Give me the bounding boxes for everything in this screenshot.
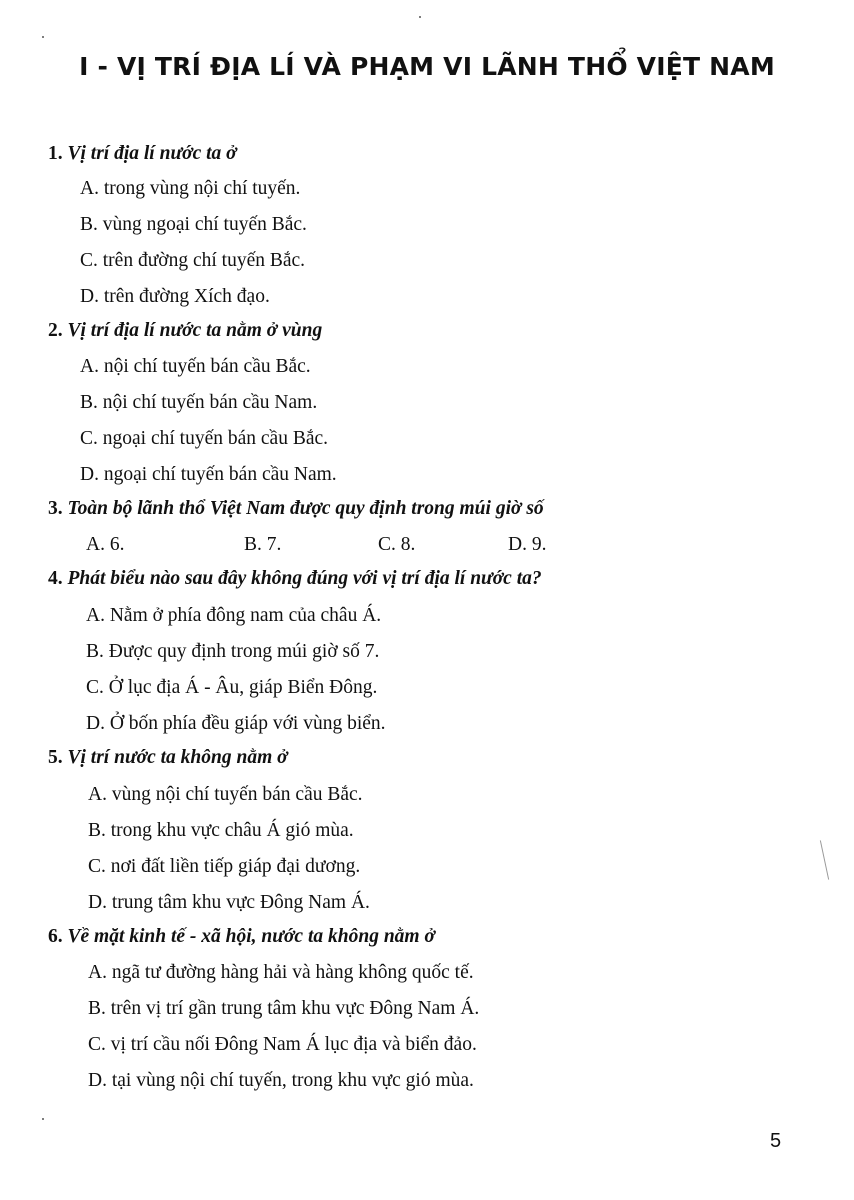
scan-speck	[42, 36, 44, 38]
question-2-option-c: C. ngoại chí tuyến bán cầu Bắc.	[80, 428, 329, 449]
question-number: 3.	[48, 498, 63, 519]
question-5	[48, 747, 288, 769]
scan-mark	[820, 840, 829, 879]
question-5-option-a: A. vùng nội chí tuyến bán cầu Bắc.	[88, 784, 363, 805]
question-text: Vị trí địa lí nước ta ở	[67, 143, 237, 164]
question-1-option-b: B. vùng ngoại chí tuyến Bắc.	[80, 214, 307, 235]
question-1-option-c: C. trên đường chí tuyến Bắc.	[80, 250, 306, 271]
question-number: 6.	[48, 926, 63, 947]
question-1	[48, 143, 237, 165]
question-text: Toàn bộ lãnh thổ Việt Nam được quy định trong múi giờ số	[67, 498, 544, 519]
question-number: 1.	[48, 143, 63, 164]
scan-speck	[42, 1118, 44, 1120]
question-3-option-c: C. 8.	[378, 534, 416, 555]
question-2-option-d: D. ngoại chí tuyến bán cầu Nam.	[80, 464, 337, 485]
question-6-option-d: D. tại vùng nội chí tuyến, trong khu vực gió mùa.	[88, 1070, 474, 1091]
question-6	[48, 926, 435, 948]
question-5-option-c: C. nơi đất liền tiếp giáp đại dương.	[88, 856, 361, 877]
question-3-option-d: D. 9.	[508, 534, 547, 555]
question-4-option-a: A. Nằm ở phía đông nam của châu Á.	[86, 605, 382, 626]
question-number: 2.	[48, 320, 63, 341]
question-text: Vị trí nước ta không nằm ở	[67, 747, 288, 768]
question-number: 4.	[48, 568, 63, 589]
question-4	[48, 568, 542, 590]
question-1-option-a: A. trong vùng nội chí tuyến.	[80, 178, 301, 199]
question-3	[48, 498, 544, 520]
section-title: I - VỊ TRÍ ĐỊA LÍ VÀ PHẠM VI LÃNH THỔ VIỆT NAM	[79, 52, 775, 81]
scan-speck	[419, 16, 421, 18]
question-4-option-c: C. Ở lục địa Á - Âu, giáp Biển Đông.	[86, 677, 378, 698]
question-5-option-d: D. trung tâm khu vực Đông Nam Á.	[88, 892, 370, 913]
question-5-option-b: B. trong khu vực châu Á gió mùa.	[88, 820, 354, 841]
question-4-option-d: D. Ở bốn phía đều giáp với vùng biển.	[86, 713, 386, 734]
question-4-option-b: B. Được quy định trong múi giờ số 7.	[86, 641, 380, 662]
question-number: 5.	[48, 747, 63, 768]
question-6-option-c: C. vị trí cầu nối Đông Nam Á lục địa và biển đảo.	[88, 1034, 477, 1055]
question-text: Về mặt kinh tế - xã hội, nước ta không nằm ở	[67, 926, 435, 947]
question-1-option-d: D. trên đường Xích đạo.	[80, 286, 270, 307]
page-number: 5	[770, 1130, 782, 1152]
question-2-option-b: B. nội chí tuyến bán cầu Nam.	[80, 392, 318, 413]
question-text: Phát biểu nào sau đây không đúng với vị trí địa lí nước ta?	[67, 568, 542, 589]
question-2	[48, 320, 322, 342]
question-2-option-a: A. nội chí tuyến bán cầu Bắc.	[80, 356, 311, 377]
question-3-option-b: B. 7.	[244, 534, 282, 555]
question-6-option-a: A. ngã tư đường hàng hải và hàng không quốc tế.	[88, 962, 474, 983]
question-3-option-a: A. 6.	[86, 534, 125, 555]
question-6-option-b: B. trên vị trí gần trung tâm khu vực Đông Nam Á.	[88, 998, 480, 1019]
question-text: Vị trí địa lí nước ta nằm ở vùng	[67, 320, 323, 341]
